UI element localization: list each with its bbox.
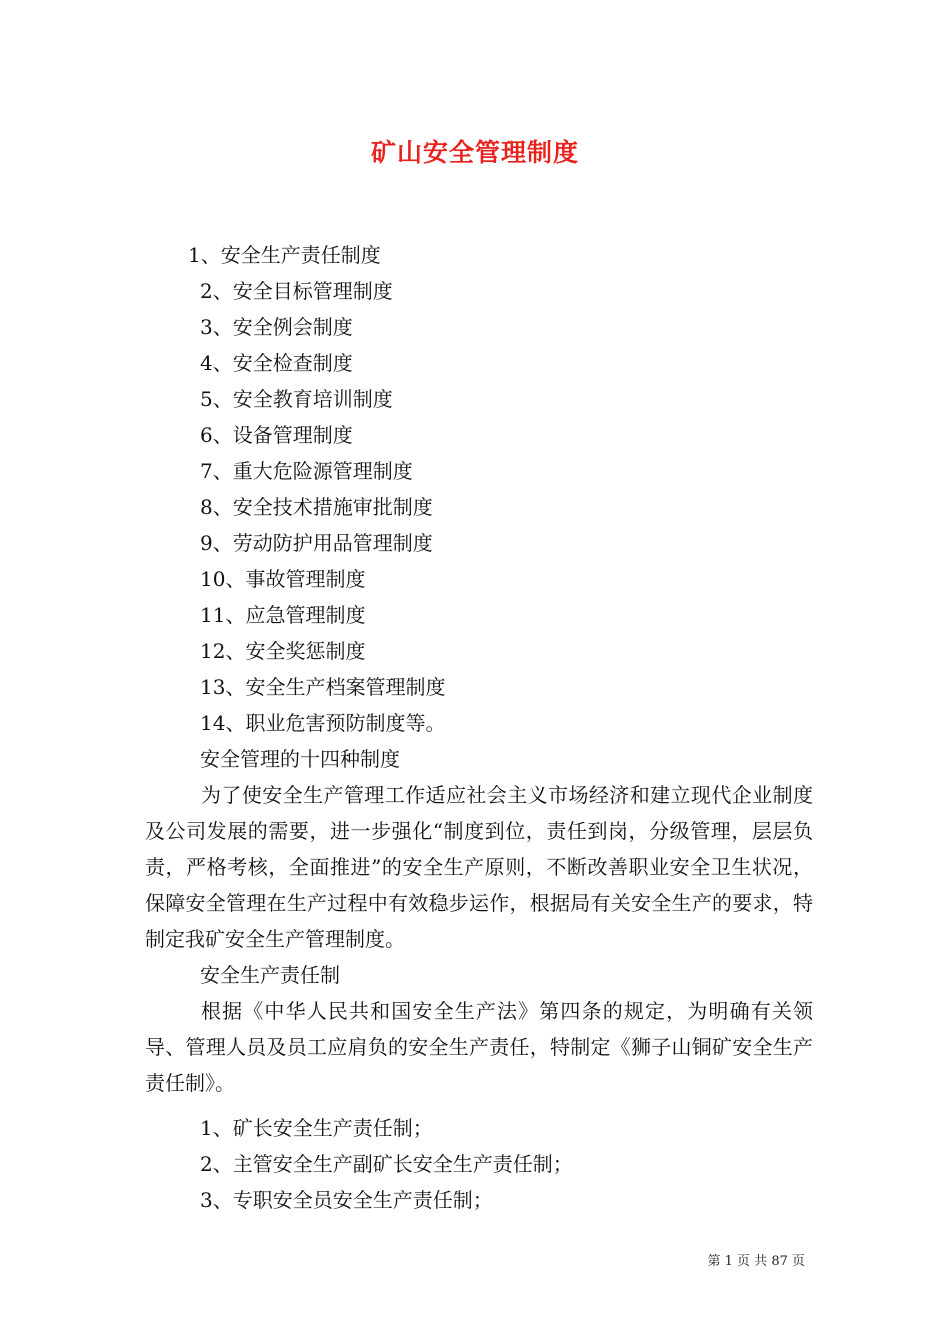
sub-list-item: 1、矿长安全生产责任制；: [200, 1116, 433, 1140]
list-item: 5、安全教育培训制度: [200, 387, 393, 411]
list-item: 6、设备管理制度: [200, 423, 353, 447]
page-footer: 第 1 页 共 87 页: [707, 1254, 805, 1269]
list-item: 3、安全例会制度: [200, 315, 353, 339]
list-item: 7、重大危险源管理制度: [200, 459, 413, 483]
section-heading: 安全生产责任制: [200, 963, 340, 987]
list-item: 11、应急管理制度: [200, 603, 366, 627]
sub-list-item: 2、主管安全生产副矿长安全生产责任制；: [200, 1152, 573, 1176]
sub-list-item: 3、专职安全员安全生产责任制；: [200, 1188, 493, 1212]
list-item: 4、安全检查制度: [200, 351, 353, 375]
paragraph-responsibility: 根据《中华人民共和国安全生产法》第四条的规定，为明确有关领导、管理人员及员工应肩负的安全生产责任，特制定《狮子山铜矿安全生产责任制》。: [145, 999, 813, 1095]
list-item: 8、安全技术措施审批制度: [200, 495, 433, 519]
list-item: 14、职业危害预防制度等。: [200, 711, 446, 735]
section-heading: 安全管理的十四种制度: [200, 747, 400, 771]
list-item: 9、劳动防护用品管理制度: [200, 531, 433, 555]
list-item: 1、安全生产责任制度: [188, 243, 381, 267]
list-item: 12、安全奖惩制度: [200, 639, 366, 663]
document-title: 矿山安全管理制度: [370, 138, 579, 167]
list-item: 13、安全生产档案管理制度: [200, 675, 446, 699]
paragraph-intro: 为了使安全生产管理工作适应社会主义市场经济和建立现代企业制度及公司发展的需要，进一步强化“制度到位，责任到岗，分级管理，层层负责，严格考核，全面推进”的安全生产原则，不断改善职业安全卫生状况，保障安全管理在生产过程中有效稳步运作，根据局有关安全生产的要求，特制定我矿安全生产管理制度。: [145, 783, 813, 951]
list-item: 2、安全目标管理制度: [200, 279, 393, 303]
list-item: 10、事故管理制度: [200, 567, 366, 591]
